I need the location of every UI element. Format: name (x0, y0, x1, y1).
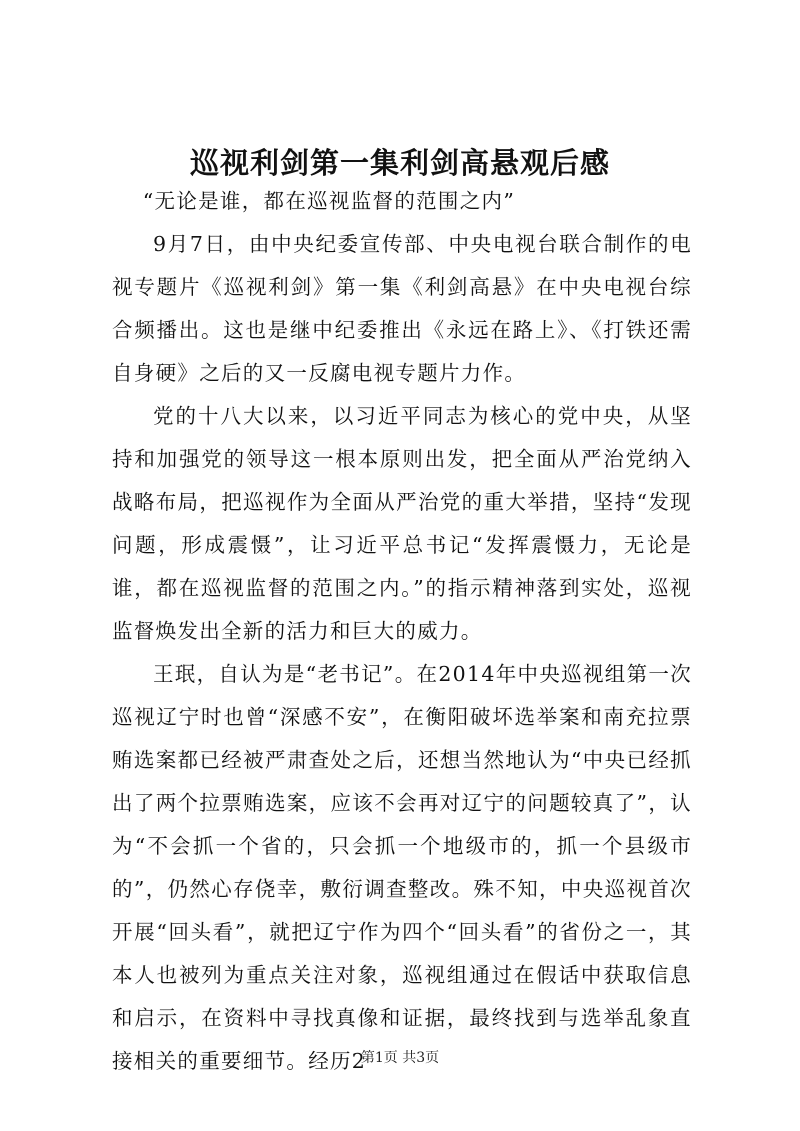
paragraph: 党的十八大以来，以习近平同志为核心的党中央，从坚持和加强党的领导这一根本原则出发，把全面从严治党纳入战略布局，把巡视作为全面从严治党的重大举措，坚持“发现问题，形成震慑”，让习近平总书记“发挥震慑力，无论是谁，都在巡视监督的范围之内。”的指示精神落到实处，巡视监督焕发出全新的活力和巨大的威力。 (112, 404, 692, 643)
document-body (112, 180, 692, 1083)
paragraph-quote: “无论是谁，都在巡视监督的范围之内” (142, 189, 516, 213)
document-title: 巡视利剑第一集利剑高悬观后感 (189, 146, 610, 180)
paragraph: 9月7日，由中央纪委宣传部、中央电视台联合制作的电视专题片《巡视利剑》第一集《利剑高悬》在中央电视台综合频播出。这也是继中纪委推出《永远在路上》、《打铁还需自身硬》之后的又一反腐电视专题片力作。 (112, 232, 692, 385)
page-number-footer: 第1页 共3页 (360, 1050, 440, 1066)
paragraph: 王珉，自认为是“老书记”。在2014年中央巡视组第一次巡视辽宁时也曾“深感不安”，在衡阳破坏选举案和南充拉票贿选案都已经被严肃查处之后，还想当然地认为“中央已经抓出了两个拉票贿选案，应该不会再对辽宁的问题较真了”，认为“不会抓一个省的，只会抓一个地级市的，抓一个县级市的”，仍然心存侥幸，敷衍调查整改。殊不知，中央巡视首次开展“回头看”，就把辽宁作为四个“回头看”的省份之一，其本人也被列为重点关注对象，巡视组通过在假话中获取信息和启示，在资料中寻找真像和证据，最终找到与选举乱象直接相关的重要细节。经历2 (112, 662, 692, 1073)
